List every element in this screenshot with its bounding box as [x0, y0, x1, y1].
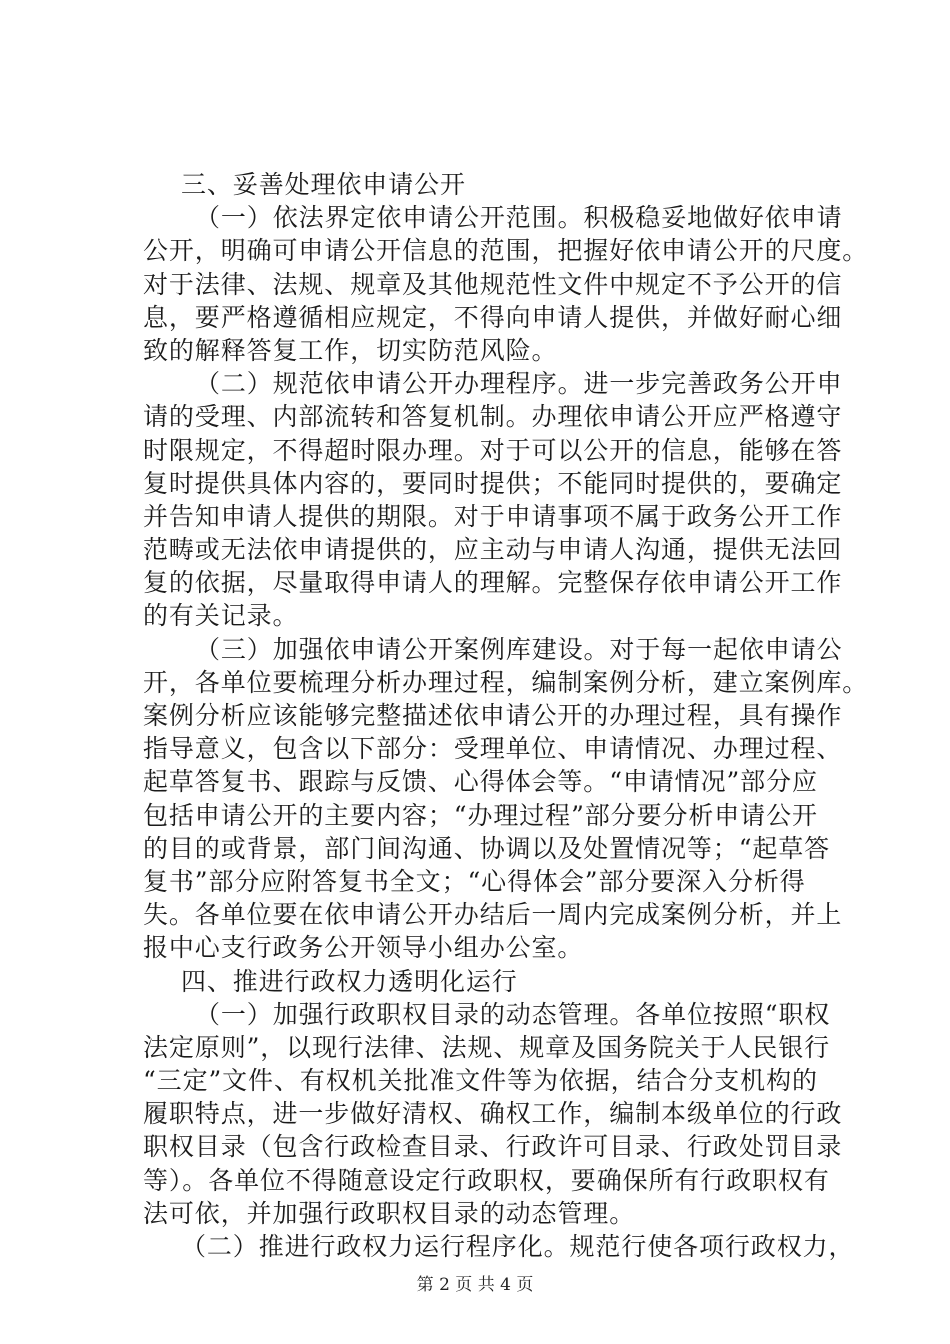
paragraph-line: 请的受理、内部流转和答复机制。办理依申请公开应严格遵守: [143, 402, 843, 432]
paragraph-line: 息，要严格遵循相应规定，不得向申请人提供，并做好耐心细: [143, 302, 843, 332]
section-heading-four: 四、推进行政权力透明化运行: [181, 966, 518, 996]
paragraph-line: （一）加强行政职权目录的动态管理。各单位按照“职权: [195, 999, 831, 1029]
page-number-footer: 第 2 页 共 4 页: [416, 1275, 534, 1295]
paragraph-line: 报中心支行政务公开领导小组办公室。: [143, 933, 584, 963]
paragraph-line: 开，各单位要梳理分析办理过程，编制案例分析，建立案例库。: [143, 667, 869, 697]
paragraph-line: 并告知申请人提供的期限。对于申请事项不属于政务公开工作: [143, 501, 843, 531]
paragraph-line: （二）规范依申请公开办理程序。进一步完善政务公开申: [195, 369, 843, 399]
paragraph-line: （三）加强依申请公开案例库建设。对于每一起依申请公: [195, 634, 843, 664]
paragraph-line: 起草答复书、跟踪与反馈、心得体会等。“申请情况”部分应: [143, 767, 818, 797]
paragraph-line: “三定”文件、有权机关批准文件等为依据，结合分支机构的: [143, 1066, 818, 1096]
paragraph-line: 公开，明确可申请公开信息的范围，把握好依申请公开的尺度。: [143, 236, 869, 266]
paragraph-line: 失。各单位要在依申请公开办结后一周内完成案例分析，并上: [143, 900, 843, 930]
paragraph-line: 对于法律、法规、规章及其他规范性文件中规定不予公开的信: [143, 269, 843, 299]
paragraph-line: 的有关记录。: [143, 601, 299, 631]
paragraph-line: 职权目录（包含行政检查目录、行政许可目录、行政处罚目录: [143, 1132, 843, 1162]
paragraph-line: 致的解释答复工作，切实防范风险。: [143, 335, 558, 365]
paragraph-line: 等）。各单位不得随意设定行政职权，要确保所有行政职权有: [143, 1165, 830, 1195]
paragraph-line: 法定原则”，以现行法律、法规、规章及国务院关于人民银行: [143, 1032, 831, 1062]
paragraph-line: 的目的或背景，部门间沟通、协调以及处置情况等；“起草答: [143, 833, 831, 863]
section-heading-three: 三、妥善处理依申请公开: [181, 170, 466, 199]
document-body: [143, 168, 869, 1263]
paragraph-line: （一）依法界定依申请公开范围。积极稳妥地做好依申请: [195, 203, 843, 233]
paragraph-line: 时限规定，不得超时限办理。对于可以公开的信息，能够在答: [143, 435, 843, 465]
paragraph-line: 复书”部分应附答复书全文；“心得体会”部分要深入分析得: [143, 866, 806, 896]
paragraph-line: 复的依据，尽量取得申请人的理解。完整保存依申请公开工作: [143, 568, 843, 598]
paragraph-line: 履职特点，进一步做好清权、确权工作，编制本级单位的行政: [143, 1099, 843, 1129]
paragraph-line: 范畴或无法依申请提供的，应主动与申请人沟通，提供无法回: [143, 535, 843, 565]
paragraph-line: 法可依，并加强行政职权目录的动态管理。: [143, 1198, 636, 1228]
paragraph-line: 包括申请公开的主要内容；“办理过程”部分要分析申请公开: [143, 800, 818, 830]
paragraph-line: 复时提供具体内容的，要同时提供；不能同时提供的，要确定: [143, 468, 843, 498]
paragraph-line: 指导意义，包含以下部分：受理单位、申请情况、办理过程、: [143, 734, 843, 764]
paragraph-line: 案例分析应该能够完整描述依申请公开的办理过程，具有操作: [143, 701, 843, 730]
paragraph-line: （二）推进行政权力运行程序化。规范行使各项行政权力，: [181, 1232, 855, 1261]
